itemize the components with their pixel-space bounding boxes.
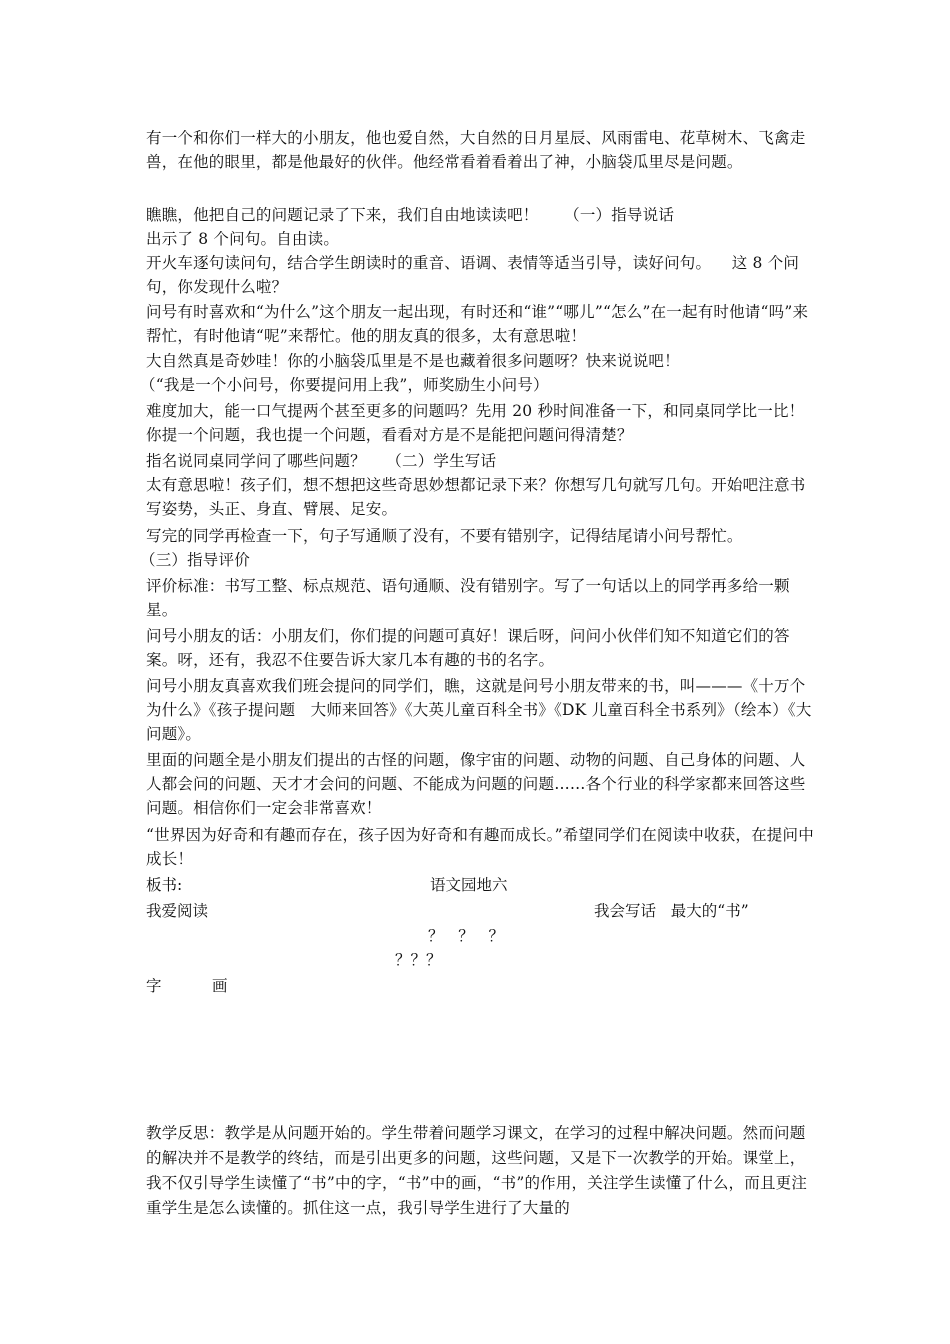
board-hua: 画 [212,977,228,995]
paragraph-12: （三）指导评价 [140,551,250,569]
board-question-marks-1: ？ ？ ？ [428,927,505,945]
teaching-reflection: 教学反思：教学是从问题开始的。学生带着问题学习课文，在学习的过程中解决问题。然而问题的解决并不是教学的终结，而是引出更多的问题，这些问题，又是下一次教学的开始。课堂上，我不仅引导学生读懂了“书”中的字，“书”中的画，“书”的作用，关注学生读懂了什么，而且更注重学生是怎么读懂的。抓住这一点，我引导学生进行了大量的 [146,1124,808,1217]
paragraph-10: 太有意思啦！孩子们，想不想把这些奇思妙想都记录下来？你想写几句就写几句。开始吧注意书写姿势，头正、身直、臂展、足安。 [146,476,806,518]
paragraph-2: 瞧瞧，他把自己的问题记录了下来，我们自由地读读吧！ （一）指导说话 [146,206,675,224]
paragraph-17: “世界因为好奇和有趣而存在，孩子因为好奇和有趣而成长。”希望同学们在阅读中收获，在提问中成长！ [146,826,814,868]
paragraph-4: 开火车逐句读问句，结合学生朗读时的重音、语调、表情等适当引导，读好问句。 这 8 个问句，你发现什么啦？ [146,254,800,296]
paragraph-5: 问号有时喜欢和“为什么”这个朋友一起出现，有时还和“谁”“哪儿”“怎么”在一起有时他请“吗”来帮忙，有时他请“呢”来帮忙。他的朋友真的很多，太有意思啦！ [146,303,809,345]
paragraph-15: 问号小朋友真喜欢我们班会提问的同学们，瞧，这就是问号小朋友带来的书，叫———《十万个为什么》《孩子提问题 大师来回答》《大英儿童百科全书》《DK 儿童百科全书系列》（绘本）《大问题》。 [146,677,812,743]
paragraph-3: 出示了 8 个问句。自由读。 [146,230,340,248]
paragraph-13: 评价标准：书写工整、标点规范、语句通顺、没有错别字。写了一句话以上的同学再多给一颗星。 [146,577,790,619]
board-question-marks-2: ？？？ [395,951,442,969]
paragraph-9: 指名说同桌同学问了哪些问题？ （二）学生写话 [146,452,497,470]
paragraph-14: 问号小朋友的话：小朋友们，你们提的问题可真好！课后呀，问问小伙伴们知不知道它们的答案。呀，还有，我忍不住要告诉大家几本有趣的书的名字。 [146,627,790,669]
board-left-heading: 我爱阅读 [146,902,209,920]
paragraph-16: 里面的问题全是小朋友们提出的古怪的问题，像宇宙的问题、动物的问题、自己身体的问题、人人都会问的问题、天才才会问的问题、不能成为问题的问题……各个行业的科学家都来回答这些问题。相信你们一定会非常喜欢！ [146,751,806,817]
paragraph-11: 写完的同学再检查一下，句子写通顺了没有，不要有错别字，记得结尾请小问号帮忙。 [146,527,743,545]
board-zi: 字 [146,977,162,995]
board-right-heading: 我会写话 最大的“书” [594,902,749,920]
paragraph-8: 难度加大，能一口气提两个甚至更多的问题吗？先用 20 秒时间准备一下，和同桌同学比一比！你提一个问题，我也提一个问题，看看对方是不是能把问题问得清楚？ [146,402,805,444]
board-title: 语文园地六 [430,876,508,894]
board-label: 板书: [146,876,183,894]
paragraph-1: 有一个和你们一样大的小朋友，他也爱自然，大自然的日月星辰、风雨雷电、花草树木、飞禽走兽，在他的眼里，都是他最好的伙伴。他经常看着看着出了神，小脑袋瓜里尽是问题。 [146,129,806,171]
paragraph-7: （“我是一个小问号，你要提问用上我”，师奖励生小问号） [140,376,549,394]
paragraph-6: 大自然真是奇妙哇！你的小脑袋瓜里是不是也藏着很多问题呀？快来说说吧！ [146,352,680,370]
